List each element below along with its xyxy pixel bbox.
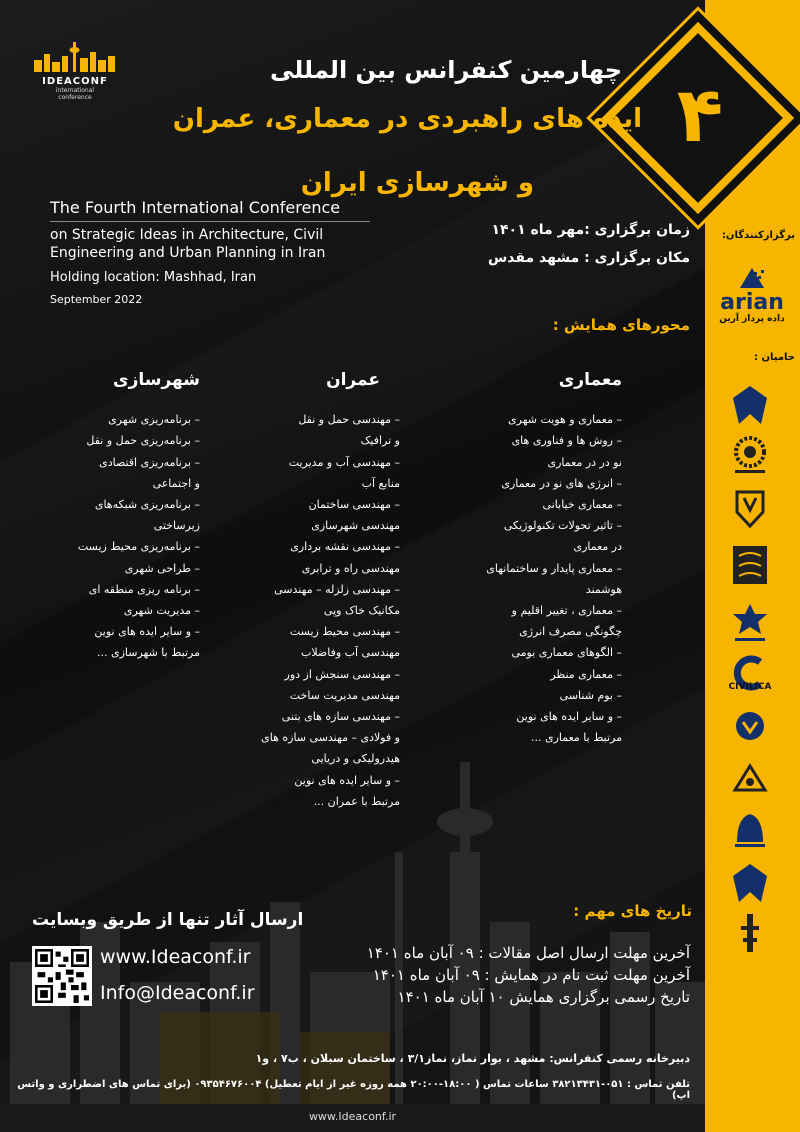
topic-item: – مهندسی زلزله – مهندسی xyxy=(274,582,400,596)
footer-website-link[interactable]: www.Ideaconf.ir xyxy=(308,1110,397,1123)
topic-item: و اجتماعی xyxy=(152,476,200,490)
topic-column-architecture xyxy=(472,370,622,748)
azad-university-emblem-icon xyxy=(727,862,773,904)
topic-item: مهندسی راه و ترابری xyxy=(301,561,400,575)
contact-info: تلفن تماس : ۰۵۱-۳۸۲۱۳۴۳۱ ساعات تماس ( ۱۸:۰۰-۲۰:۰۰ همه روزه غیر از ایام تعطیل) ۰۹۳۵۴۶۷۶۰۰۴ (برای تماس های اضطراری و واتس اپ) xyxy=(17,1079,690,1101)
topic-item: – برنامه‌ریزی شبکه‌های xyxy=(94,498,200,512)
topic-item: – و سایر ایده های نوین xyxy=(94,625,200,639)
title-fa-line2: ایده های راهبردی در معماری، عمران xyxy=(172,104,642,134)
english-subtitle: on Strategic Ideas in Architecture, Civil Engineering and Urban Planning in Iran xyxy=(50,227,326,261)
email-link[interactable]: Info@Ideaconf.ir xyxy=(100,982,255,1004)
payame-noor-emblem-icon xyxy=(727,434,773,476)
topic-item: مرتبط با معماری ... xyxy=(530,731,622,745)
topic-item: – مهندسی آب و مدیریت xyxy=(288,455,400,469)
sponsors-label: حامیان : xyxy=(753,352,795,363)
topic-list xyxy=(50,409,200,663)
deadline-row xyxy=(368,988,690,1006)
topic-item: زیرساختی xyxy=(153,519,200,533)
topic-item: مهندسی آب وفاضلاب xyxy=(300,646,400,660)
topic-item: – روش ها و فناوری های xyxy=(511,434,622,448)
civilica-label: CIVILICA xyxy=(728,682,772,692)
topic-item: – مهندسی سازه های بتنی xyxy=(281,710,400,724)
topic-item: – معماری خیابانی xyxy=(542,498,622,512)
english-location: Holding location: Mashhad, Iran xyxy=(50,270,257,285)
secretariat-address: دبیرخانه رسمی کنفرانس: مشهد ، بوار نماز، نماز۳/۱ ، ساختمان سبلان ، ب۷ ، و۱ xyxy=(255,1052,690,1065)
topic-item: مرتبط با عمران ... xyxy=(313,794,400,808)
column-title: عمران xyxy=(326,370,380,390)
topic-item: مهندسی شهرسازی xyxy=(311,519,400,533)
qr-code-icon[interactable] xyxy=(32,946,92,1006)
topic-column-urban xyxy=(50,370,200,664)
organization-emblem-icon xyxy=(727,710,773,752)
topic-item: – مهندسی نقشه برداری xyxy=(290,540,400,554)
azad-university-emblem-icon xyxy=(727,384,773,426)
topic-item: – معماری ، تغییر اقلیم و xyxy=(511,604,622,618)
topic-item: – معماری و هویت شهری xyxy=(508,413,622,427)
topic-item: – معماری پایدار و ساختمانهای xyxy=(486,561,622,575)
ideaconf-logo xyxy=(30,40,120,101)
english-title: The Fourth International Conference xyxy=(50,198,370,222)
topic-item: – طراحی شهری xyxy=(124,561,200,575)
logo-sub-line: conference xyxy=(58,94,92,101)
topic-item: مرتبط با شهرسازی ... xyxy=(96,646,200,660)
organizers-label: برگزارکنندگان: xyxy=(721,230,795,241)
topic-item: – مهندسی محیط زیست xyxy=(289,625,400,639)
english-date: September 2022 xyxy=(50,293,143,306)
topic-item: و ترافیک xyxy=(360,434,400,448)
column-title: معماری xyxy=(558,370,622,390)
topic-list xyxy=(472,409,622,748)
deadline-date: ۰۹ آبان ماه ۱۴۰۱ xyxy=(372,966,480,984)
topic-item: – تاثیر تحولات تکنولوژیکی xyxy=(503,519,622,533)
topic-item: مهندسی مدیریت ساخت xyxy=(289,688,400,702)
logo-sub-line: international xyxy=(55,87,95,94)
arian-name: arian xyxy=(720,290,784,315)
deadline-label: آخرین مهلت ارسال اصل مقالات : xyxy=(478,944,690,962)
title-fa-line1: چهارمین کنفرانس بین المللی xyxy=(269,56,622,84)
topic-item: – معماری منظر xyxy=(550,667,622,681)
event-place: مکان برگزاری : مشهد مقدس xyxy=(487,250,690,266)
topic-item: – الگوهای معماری بومی xyxy=(511,646,622,660)
deadline-date: ۰۹ آبان ماه ۱۴۰۱ xyxy=(366,944,474,962)
topics-heading: محورهای همایش : xyxy=(552,316,690,334)
topic-item: – مهندسی حمل و نقل xyxy=(298,413,400,427)
topic-item: – و سایر ایده های نوین xyxy=(516,710,622,724)
topic-item: – مدیریت شهری xyxy=(123,604,200,618)
skyline-logo-icon xyxy=(30,40,120,72)
topic-item: هوشمند xyxy=(585,582,622,596)
topic-item: – مهندسی ساختمان xyxy=(308,498,400,512)
scientific-association-emblem-icon xyxy=(727,602,773,644)
arian-logo xyxy=(712,266,792,324)
qr-pattern xyxy=(35,949,89,1003)
topic-item: – برنامه‌ریزی اقتصادی xyxy=(99,455,200,469)
topic-item: – انرژی های نو در معماری xyxy=(501,476,622,490)
event-time: زمان برگزاری :مهر ماه ۱۴۰۱ xyxy=(491,222,690,238)
arian-mark-icon xyxy=(732,266,772,288)
topic-item: منابع آب xyxy=(361,476,400,490)
important-dates-heading: تاریخ های مهم : xyxy=(573,902,692,920)
topic-item: – مهندسی سنجش از دور xyxy=(284,667,400,681)
arian-subtitle: داده پرداز آرین xyxy=(719,314,785,324)
topic-item: – برنامه‌ریزی شهری xyxy=(108,413,200,427)
topic-item: چگونگی مصرف انرژی xyxy=(519,625,622,639)
deadline-row xyxy=(343,966,690,984)
topic-item: – برنامه‌ریزی محیط زیست xyxy=(77,540,200,554)
column-title: شهرسازی xyxy=(113,370,200,390)
topic-item: و فولادی – مهندسی سازه های xyxy=(261,731,400,745)
logo-name: IDEACONF xyxy=(42,76,108,87)
topic-list xyxy=(250,409,400,812)
deadline-date: ۱۰ آبان ماه ۱۴۰۱ xyxy=(397,988,505,1006)
logo-subtitle xyxy=(30,87,120,101)
title-fa-line3: و شهرسازی ایران xyxy=(300,168,534,198)
deadline-label: آخرین مهلت ثبت نام در همایش : xyxy=(484,966,690,984)
edition-number: ۴ xyxy=(676,70,724,159)
topic-item: نو در در معماری xyxy=(547,455,622,469)
topic-item: – و سایر ایده های نوین xyxy=(294,773,400,787)
topic-item: – برنامه ریزی منطقه ای xyxy=(88,582,200,596)
engineering-organization-emblem-icon xyxy=(727,760,773,802)
topic-column-civil xyxy=(250,370,400,812)
topic-item: – برنامه‌ریزی حمل و نقل xyxy=(86,434,200,448)
topic-item: در معماری xyxy=(573,540,622,554)
topic-item: – بوم شناسی xyxy=(559,688,622,702)
university-square-seal-icon xyxy=(727,544,773,586)
university-shield-emblem-icon xyxy=(727,488,773,530)
deadline-label: تاریخ رسمی برگزاری همایش xyxy=(509,988,690,1006)
english-title-block xyxy=(50,198,370,306)
deadline-row xyxy=(337,944,690,962)
tower-emblem-icon xyxy=(727,912,773,954)
website-link[interactable]: www.Ideaconf.ir xyxy=(100,946,251,968)
topic-item: مکانیک خاک وپی xyxy=(323,604,400,618)
topic-item: هیدرولیکی و دریایی xyxy=(311,752,400,766)
university-dome-emblem-icon xyxy=(727,810,773,852)
submission-heading: ارسال آثار تنها از طریق وبسایت xyxy=(32,910,304,930)
